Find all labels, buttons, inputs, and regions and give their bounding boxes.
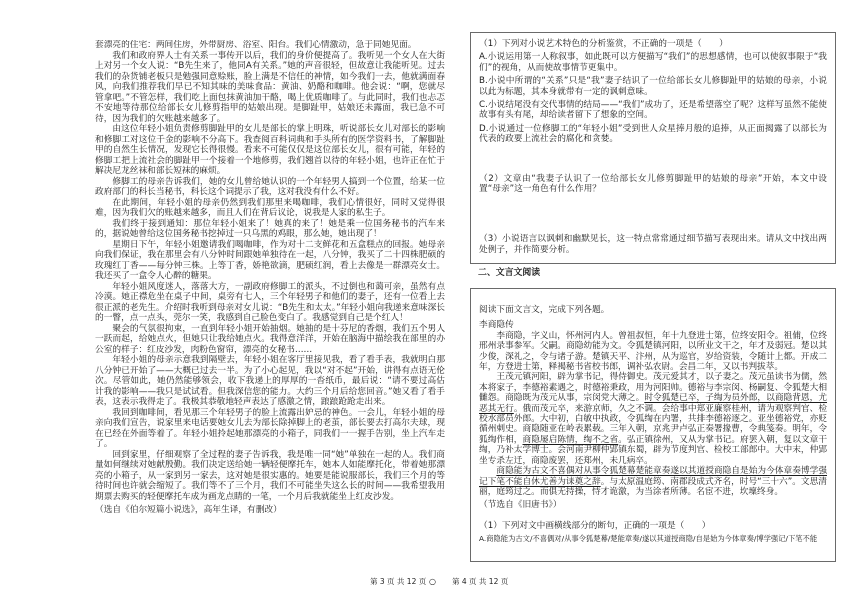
section-title: 二、文言文阅读	[478, 268, 541, 278]
right-page-number: 第 4 页 共 12 页	[452, 577, 509, 586]
question-1-stem: （1）下列对小说艺术特色的分析鉴赏，不正确的一项是（ ）	[479, 39, 728, 49]
left-page-number: 第 3 页 共 12 页	[370, 577, 427, 586]
story-paragraph: 我们终于接到通知：那位年轻小姐来了！她真的来了！她是乘一位国务秘书的汽车来的，据说她曾给这位国务秘书挖掉过一只乌黑的鸡眼，那么她，她出现了！	[95, 218, 445, 239]
underlined-sentence: 商隐屡启陈情，绹不之省	[522, 434, 619, 445]
text-segment: 王茂元镇河阳，辟为掌书记，得侍御史。茂元爱其才，以子妻之。茂元虽读书为儒，然本将家子，李德裕素遇之，时德裕秉政，用为河阳帅。德裕与李宗闵、杨嗣复、令狐楚大相雠怨。商隐既为茂元从事，宗闵党大薄之。	[479, 372, 827, 404]
reading-questions-box	[470, 32, 836, 264]
question-3: （3）小说语言以讽刺和幽默见长，这一特点常常通过细节描写表现出来。请从文中找出两处例子，并作简要分析。	[479, 234, 827, 255]
story-paragraph: 套漂亮的住宅：两间住房，外带厨房、浴室、阳台。我们心情激动，急于同她见面。	[95, 40, 417, 50]
story-paragraph: 年轻小姐的母亲示意我到隔壁去，年轻小姐在客厅里接见我，看了看手表，我就明白那八分钟已开始了——大概已过去一半。为了小心起见，我以“对不起”开始，讲得有点语无伦次。尽管如此，她仍然能够领会，收下我递上的厚厚的一沓纸币，最后说：“请不要过高估计我的影响——我只是试试看。但我深信您的能力。大约三个月后给您回音。”她又看了看手表，这表示我得走了。我极其恭敬地轻声表达了感激之情，踉踉跄跄走出来。	[95, 355, 445, 407]
question-1-option-b[interactable]: B.小说中所谓的“关系”只是“我”妻子结识了一位给部长女儿修脚趾甲的姑娘的母亲，小说以此为标题，其本身就带有一定的讽刺意味。	[479, 76, 827, 97]
underlined-sentence: 商隐能为古文不喜偶对从事令狐楚幕楚能章奏遂以其道授商隐自是始为今体章奏博学强记下笔不能自休尤善为诔奠之辞	[479, 466, 827, 487]
story-paragraph: 修脚工的母亲告诉我们，她的女儿曾给她认识的一个年轻男人搞到一个位置，给某一位政府部门的科长当秘书，科长这个词提示了我，这对我没有什么不好。	[95, 176, 445, 197]
story-paragraph: 由这位年轻小姐负责修剪脚趾甲的女儿是部长的掌上明珠，听说部长女儿对部长的影响和修脚工对这位千金的影响不分高下。我查阅百科词典和手头所有的医学资料书，了解脚趾甲的自然生长情况，发现它长得很慢。看来不可能仅仅是这位部长女儿，很有可能，年轻的修脚工把上流社会的脚趾甲一个接着一个地修剪，我们翘首以待的年轻小姐，也许正在忙于解决尼龙丝袜和部长短袜的麻烦。	[95, 124, 445, 176]
question-1-option-c[interactable]: C.小说结尾没有交代事情的结局——“我们”成功了，还是希望落空了呢？这样写虽然不能使故事有头有尾，却给读者留下了想象的空间。	[479, 100, 827, 121]
story-source: （选自《伯尔短篇小说选》，高年生译，有删改）	[95, 505, 282, 515]
classical-source: （节选自《旧唐书》）	[479, 500, 562, 511]
text-segment: 。弘正镇徐州，又从为掌书记。府罢入朝，复以文章干绹，乃补太学博士。会河南尹柳仲郢镇东蜀，辟为节度判官、检校工部郎中。大中末，仲郢坐专杀左迁，商隐废罢，还郑州，未几病卒。	[479, 434, 828, 466]
classical-question-1-option-a[interactable]: A.商隐能为古文/不喜偶对/从事令狐楚幕/楚能章奏/遂以其道授商隐/自是始为今体章奏/博学强记/下笔不能	[479, 534, 818, 544]
story-paragraph: 在此期间，年轻小姐的母亲仍然到我们那里来喝咖啡，我们心情很好，同时又觉得很难，因为我们欠的账越来越多，而且人们在背后议论，说我是人家的私生子。	[95, 197, 445, 218]
classical-question-1-stem: （1）下列对文中画横线部分的断句，正确的一项是（ ）	[479, 520, 711, 531]
text-segment: 。俄而茂元卒，来游京师，久之不调。会给事中郑亚廉察桂州，请为观察判官、检校水部员外郎。大中初，白敏中执政，令狐绹在内署，共排李德裕逐之。亚坐德裕党，亦贬循州刺史。商隐随亚在岭表累载。三年入朝，京兆尹卢弘正奏署掾曹，令典笺奏。明年，令狐绹作相，	[479, 403, 828, 445]
story-column	[95, 40, 445, 562]
classical-instruction: 阅读下面文言文，完成下列各题。	[479, 305, 610, 315]
underlined-sentence: 时令狐楚已卒，子绹为员外郎，以商隐背恩，尤恶其无行	[479, 393, 828, 414]
classical-title: 李商隐传	[479, 320, 514, 331]
classical-paragraph: 李商隐，字义山，怀州河内人。曾祖叔恒，年十九登进士第，位终安阳令。祖俌，位终邢州录事参军。父嗣。商隐幼能为文。令狐楚镇河阳，以所业文干之，年才及弱冠。楚以其少俊，深礼之，令与诸子游。楚镇天平、汴州，从为巡官，岁给资装，令随计上都。开成二年，方登进士第，释褐秘书省校书郎，调补弘农尉。会昌二年，又以书判拔萃。	[479, 330, 827, 373]
story-paragraph: 我回到咖啡间，看见那三个年轻男子的脸上流露出妒忌的神色。一会儿，年轻小姐的母亲向我们宣告，说家里来电话要她女儿去为部长除掉脚上的老茧，部长要去打高尔夫球，现在已经在外面等着了。年轻小姐拎起她那漂亮的小箱子，同我们一一握手告别，坐上汽车走了。	[95, 407, 445, 449]
page-footer	[0, 576, 860, 588]
question-1-option-a[interactable]: A.小说运用第一人称叙事，如此既可以方便描写“我们”的思想感情，也可以使叙事限于“我们”的视角，从而使故事情节更集中。	[479, 52, 827, 73]
circle-icon: ○	[429, 577, 436, 586]
classical-reading-box	[470, 288, 836, 562]
story-paragraph: 年轻小姐风度迷人，落落大方，一副政府修脚工的派头，不过倒也和蔼可亲，虽然有点冷漠。她正襟危坐在桌子中间，桌旁有七人，三个年轻男子和他们的妻子，还有一位看上去很正派的老先生。介绍时我听到母亲对女儿说：“B先生和太太。”年轻小姐向我递来意味深长的一瞥，点一点头，莞尔一笑，我感到自己脸色变白了。我感觉到自己是个红人！	[95, 281, 445, 323]
story-paragraph: 聚会的气氛很拘束，一直到年轻小姐开始抽烟。她抽的是十芬尼的香烟，我们五个男人一跃而起，给她点火，但她只让我给她点火。我得意洋洋，开始在脑海中描绘我在部里的办公室的样子：红皮沙发，肉粉色窗帘，漂亮的女秘书……	[95, 323, 445, 355]
text-segment: 。与太原温庭筠、南郡段成式齐名，时号“三十六”。文思清丽，庭筠过之。而俱无持操，恃才诡激，为当涂者所薄。名宦不进，坎壈终身。	[479, 476, 827, 497]
classical-paragraph	[479, 466, 827, 497]
question-1-option-d[interactable]: D.小说通过一位修脚工的“年轻小姐”受到世人众星捧月般的追捧，从正面揭露了以部长为代表的政要上流社会的腐化和贪婪。	[479, 123, 827, 145]
story-paragraph: 我们和政府界人士有关系一事传开以后，我们的身价便提高了。我听见一个女人在大街上对另一个女人说：“B先生来了，他同A有关系。”她的声音很轻，但故意让我能听见。过去我们的杂货铺老板只是勉强同意赊账，脸上满是不信任的神情，如今我们一去，他就满面春风，向我们推荐我们早已不知其味的美味食品：黄油、奶酪和咖啡。他会说：“啊，您就尽管拿吧。”不管怎样，我们吃上面包抹黄油加干酪，喝上优质咖啡了。与此同时，我们也忐忑不安地等待那位给部长女儿修剪指甲的姑娘出现。是脚趾甲，姑娘还未露面，我已急不可待，因为我们的欠账越来越多了。	[95, 50, 445, 124]
classical-paragraph	[479, 372, 827, 466]
question-2: （2）文章由“我妻子认识了一位给部长女儿修剪脚趾甲的姑娘的母亲”开始，本文中设置“母亲”这一角色有什么作用？	[479, 173, 827, 195]
story-paragraph: 回到家里，仔细观察了全过程的妻子告诉我，我是唯一同“她”单独在一起的人。我们商量如何继续对她献殷勤。我们决定送给她一辆轻便摩托车，她本人如能摩托化，带着她那漂亮的小箱子，从一家到另一家去，这对她是很实惠的。她要是能说服部长，我们三个月的等待时间也许就会缩短了。我们等不了三个月，我们不可能坐失这么长的时间——我希望我用期票去购买的轻便摩托车成为画龙点睛的一笔，一个月后我就能坐上红皮沙发。	[95, 449, 445, 502]
story-paragraph: 星期日下午，年轻小姐邀请我们喝咖啡，作为对十二支鲜花和五盒糕点的回报。她母亲向我们保证，我在那里会有八分钟时间跟她单独待在一起，八分钟，我买了二十四株肥硕的玫瑰红丁香——每分钟三株。上等丁香，娇艳欲滴，肥硕红润，看上去像是一群漂亮女士。我还买了一盒令人心醉的糖果。	[95, 239, 445, 281]
